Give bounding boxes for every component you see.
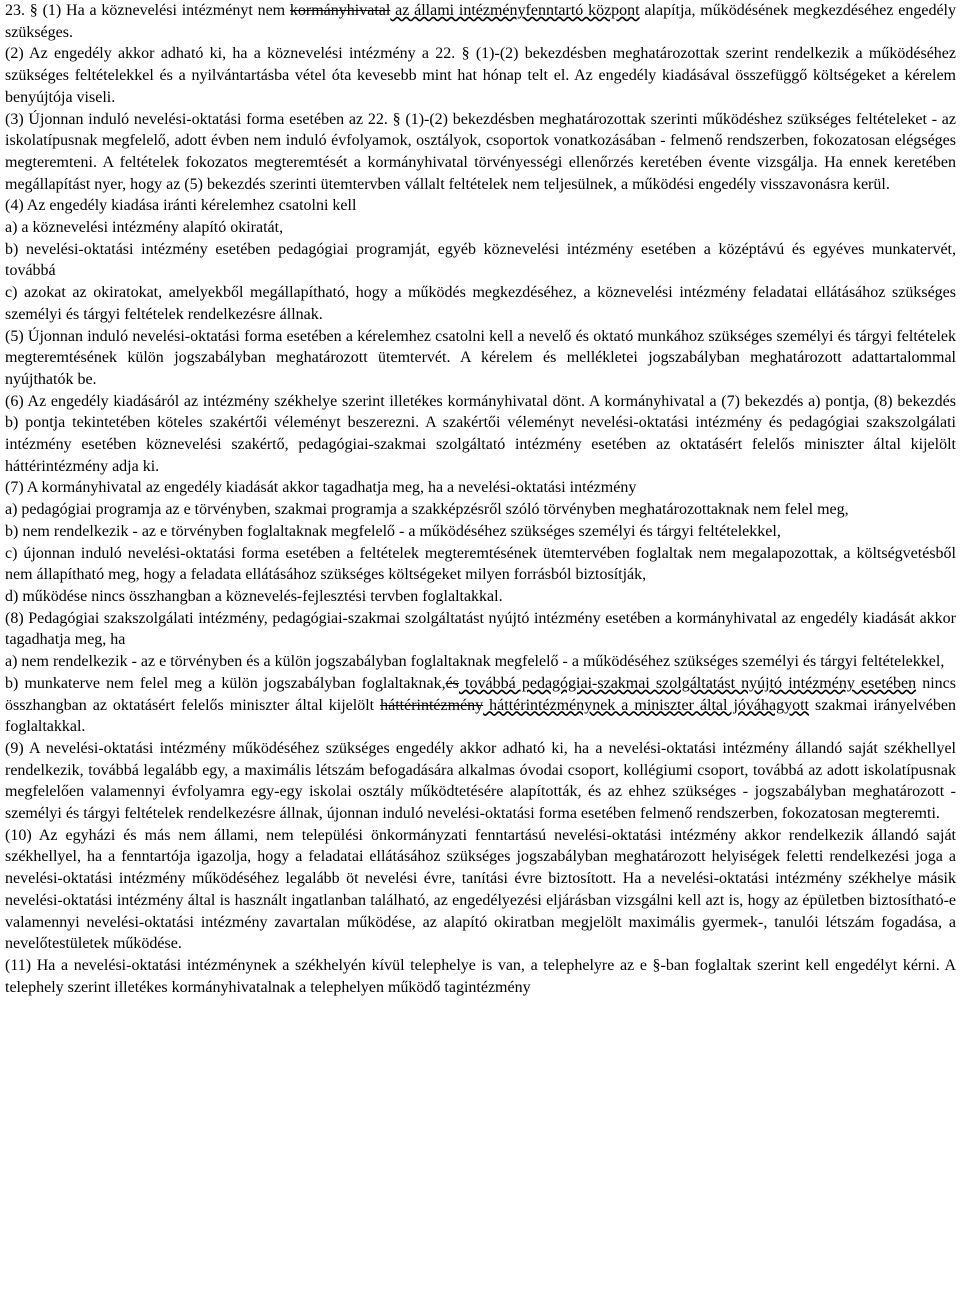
paragraph-p4: [5, 195, 956, 217]
inserted-text: továbbá pedagógiai-szakmai szolgáltatást nyújtó intézmény esetében: [458, 674, 917, 692]
inserted-text: az állami intézményfenntartó központ: [390, 2, 640, 19]
body-text: (11) Ha a nevelési-oktatási intézménynek a székhelyén kívül telephelye is van, a telephelyre az e §-ban foglaltak szerint kell engedélyt kérni. A telephely szerint illetékes kormányhivatalnak a telephelyen működő tagintézmény: [5, 956, 956, 996]
paragraph-p18: [5, 738, 956, 825]
paragraph-p17: [5, 673, 956, 738]
deleted-text: és: [445, 674, 459, 692]
body-text: (8) Pedagógiai szakszolgálati intézmény, pedagógiai-szakmai szolgáltatást nyújtó intézmény esetében a kormányhivatal az engedély kiadását akkor tagadhatja meg, ha: [5, 609, 956, 649]
inserted-text: háttérintézménynek a miniszter által jóváhagyott: [483, 696, 809, 714]
paragraph-p11: [5, 499, 956, 521]
body-text: (9) A nevelési-oktatási intézmény működéséhez szükséges engedély akkor adható ki, ha a nevelési-oktatási intézmény állandó saját székhellyel rendelkezik, továbbá legalább egy, a maximális létszám befogadására alkalmas óvodai csoport, kollégiumi csoport, továbbá az adott iskolatípusnak megfelelően valamennyi évfolyamra egy-egy iskolai osztály működtetésére alapították, és az ehhez szükséges - jogszabályban meghatározott - személyi és tárgyi feltételek rendelkezésre állnak, újonnan induló nevelési-oktatási forma esetében felmenő rendszerben, fokozatosan megteremti.: [5, 739, 956, 823]
deleted-text: háttérintézmény: [380, 696, 484, 714]
body-text: a) a köznevelési intézmény alapító okiratát,: [5, 219, 284, 237]
body-text: b) nevelési-oktatási intézmény esetében pedagógiai programját, egyéb köznevelési intézmény esetében a középtávú és egyéves munkatervét, továbbá: [5, 240, 956, 280]
paragraph-p13: [5, 543, 956, 586]
body-text: (3) Újonnan induló nevelési-oktatási forma esetében az 22. § (1)-(2) bekezdésben meghatározottak szerinti működéshez szükséges feltételeket - az iskolatípusnak megfelelő, adott évben nem induló évfolyamok, osztályok, csoportok vonatkozásában - felmenő rendszerben, fokozatosan elégséges megteremteni. A feltételek fokozatos megteremtését a kormányhivatal törvényességi ellenőrzés keretében évente vizsgálja. Ha ennek keretében megállapítást nyer, hogy az (5) bekezdés szerinti ütemtervben vállalt feltételek nem teljesülnek, a működési engedély visszavonásra kerül.: [5, 110, 956, 193]
paragraph-p6: [5, 239, 956, 282]
body-text: b) munkaterve nem felel meg a külön jogszabályban foglaltaknak,: [5, 674, 446, 692]
paragraph-p9: [5, 391, 956, 478]
paragraph-p2: [5, 43, 956, 108]
body-text: d) működése nincs összhangban a köznevelés-fejlesztési tervben foglaltakkal.: [5, 587, 503, 605]
paragraph-p5: [5, 217, 956, 239]
paragraph-p14: [5, 586, 956, 608]
body-text: c) újonnan induló nevelési-oktatási forma esetében a feltételek megteremtésének ütemtervében foglaltak nem megalapozottak, a költségvetésből nem állapítható meg, hogy a feladata ellátásához szükséges költségeket milyen forrásból biztosítják,: [5, 544, 956, 584]
body-text: a) pedagógiai programja az e törvényben, szakmai programja a szakképzésről szóló törvényben meghatározottaknak nem felel meg,: [5, 501, 849, 519]
body-text: (5) Újonnan induló nevelési-oktatási forma esetében a kérelemhez csatolni kell a nevelő és oktató munkához szükséges személyi és tárgyi feltételek megteremtésének külön jogszabályban meghatározott ütemtervét. A kérelem és mellékletei jogszabályban meghatározott adattartalommal nyújthatók be.: [5, 327, 956, 388]
paragraph-p3: [5, 109, 956, 196]
paragraph-p12: [5, 521, 956, 543]
paragraph-p19: [5, 825, 956, 955]
deleted-text: kormányhivatal: [289, 2, 391, 19]
body-text: (4) Az engedély kiadása iránti kérelemhez csatolni kell: [5, 197, 357, 215]
paragraph-p16: [5, 651, 956, 673]
body-text: (2) Az engedély akkor adható ki, ha a köznevelési intézmény a 22. § (1)-(2) bekezdésben meghatározottak szerint rendelkezik a működéséhez szükséges feltételekkel és a nyilvántartásba vétel óta kevesebb mint hat hónap telt el. Az engedély kiadásával összefüggő költségeket a kérelem benyújtója viseli.: [5, 45, 956, 106]
body-text: alapítja, működésének megkezdéséhez engedély szükséges.: [5, 2, 956, 41]
paragraph-p1: [5, 0, 956, 43]
body-text: a) nem rendelkezik - az e törvényben és a külön jogszabályban foglaltaknak megfelelő - a működéséhez szükséges személyi és tárgyi feltételekkel,: [5, 653, 945, 671]
paragraph-p20: [5, 955, 956, 998]
paragraph-p15: [5, 608, 956, 651]
body-text: 23. § (1) Ha a köznevelési intézményt nem: [5, 2, 290, 19]
body-text: szakmai irányelvében foglaltakkal.: [5, 696, 956, 736]
body-text: b) nem rendelkezik - az e törvényben foglaltaknak megfelelő - a működéséhez szükséges személyi és tárgyi feltételekkel,: [5, 522, 781, 540]
paragraph-p10: [5, 477, 956, 499]
paragraph-p8: [5, 326, 956, 391]
paragraph-p7: [5, 282, 956, 325]
body-text: c) azokat az okiratokat, amelyekből megállapítható, hogy a működés megkezdéséhez, a köznevelési intézmény feladatai ellátásához szükséges személyi és tárgyi feltételek rendelkezésre állnak.: [5, 284, 956, 323]
body-text: (7) A kormányhivatal az engedély kiadását akkor tagadhatja meg, ha a nevelési-oktatási intézmény: [5, 479, 637, 497]
body-text: (10) Az egyházi és más nem állami, nem települési önkormányzati fenntartású nevelési-oktatási intézmény akkor rendelkezik állandó saját székhellyel, ha a fenntartója igazolja, hogy a feladatai ellátásához szükséges jogszabályban meghatározott helyiségek feletti rendelkezési joga a nevelési-oktatási intézmény működéséhez legalább öt nevelési évre, tanítási évre biztosított. Ha a nevelési-oktatási intézmény székhelye másik nevelési-oktatási intézmény által is használt ingatlanban található, az engedélyezési eljárásban vizsgálni kell azt is, hogy az épületben biztosítható-e valamennyi nevelési-oktatási intézmény zavartalan működése, az alapító okiratban megjelölt maximális gyermek-, tanulói létszám fogadása, a nevelőtestületek működése.: [5, 826, 956, 953]
body-text: nincs összhangban az oktatásért felelős miniszter által kijelölt: [5, 674, 956, 714]
body-text: (6) Az engedély kiadásáról az intézmény székhelye szerint illetékes kormányhivatal dönt. A kormányhivatal a (7) bekezdés a) pontja, (8) bekezdés b) pontja tekintetében köteles szakértői véleményt beszerezni. A szakértői véleményt nevelési-oktatási intézmény és pedagógiai szakszolgálati intézmény esetében köznevelési szakértő, pedagógiai-szakmai szolgáltató intézmény esetében az oktatásért felelős miniszter által kijelölt háttérintézmény adja ki.: [5, 392, 956, 475]
